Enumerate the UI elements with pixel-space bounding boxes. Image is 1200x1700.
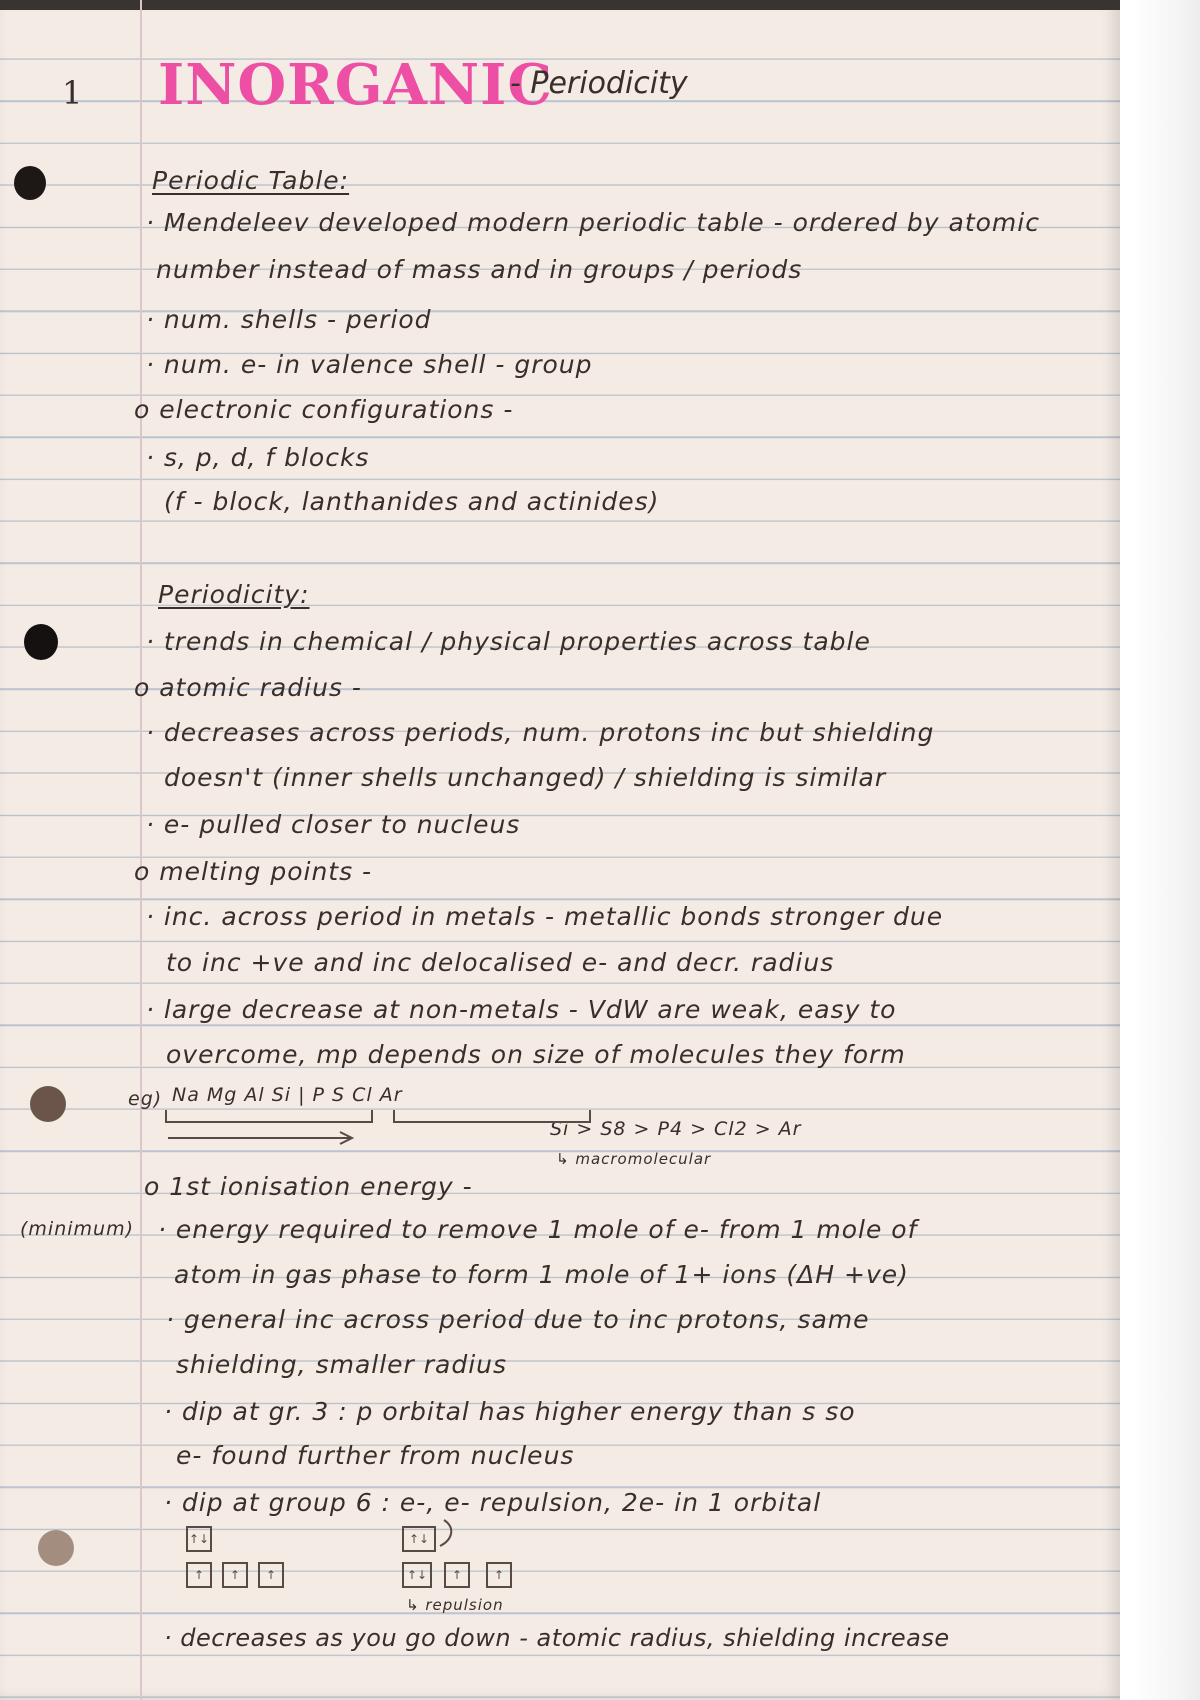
- section-heading-periodic-table: Periodic Table:: [152, 166, 350, 195]
- note-line: · s, p, d, f blocks: [146, 443, 370, 472]
- orbital-box-p-left-3: ↑: [258, 1562, 284, 1588]
- note-line: · energy required to remove 1 mole of e- from 1 mole of: [158, 1215, 918, 1244]
- note-line: · decreases across periods, num. protons inc but shielding: [146, 718, 935, 747]
- side-note: (minimum): [20, 1218, 134, 1240]
- note-line: (f - block, lanthanides and actinides): [164, 487, 660, 516]
- page-title: INORGANIC: [158, 52, 553, 118]
- note-line: to inc +ve and inc delocalised e- and decr. radius: [166, 948, 835, 977]
- page-subtitle: - Periodicity: [510, 66, 688, 101]
- example-prefix: eg): [128, 1088, 163, 1110]
- note-line: · decreases as you go down - atomic radius, shielding increase: [164, 1624, 950, 1652]
- orbital-box-p-right-1: ↑↓: [402, 1562, 432, 1588]
- note-line: · trends in chemical / physical properties across table: [146, 627, 871, 656]
- orbital-box-p-left-2: ↑: [222, 1562, 248, 1588]
- example-note: ↳ macromolecular: [556, 1150, 712, 1168]
- orbital-box-p-right-3: ↑: [486, 1562, 512, 1588]
- subheading-ionisation: o 1st ionisation energy -: [144, 1172, 473, 1201]
- note-line: · dip at gr. 3 : p orbital has higher energy than s so: [164, 1397, 856, 1426]
- orbital-box-s-right: ↑↓: [402, 1526, 436, 1552]
- orbital-box-s-left: ↑↓: [186, 1526, 212, 1552]
- page-number: 1: [62, 74, 83, 112]
- section-heading-periodicity: Periodicity:: [158, 580, 310, 609]
- note-line: o electronic configurations -: [134, 395, 514, 424]
- repulsion-label: ↳ repulsion: [406, 1596, 504, 1614]
- note-line: · inc. across period in metals - metallic bonds stronger due: [146, 902, 944, 931]
- note-line: · e- pulled closer to nucleus: [146, 810, 521, 839]
- example-elements: Na Mg Al Si | P S Cl Ar: [172, 1084, 403, 1106]
- note-line: · general inc across period due to inc protons, same: [166, 1305, 870, 1334]
- note-line: doesn't (inner shells unchanged) / shielding is similar: [164, 763, 887, 792]
- note-line: overcome, mp depends on size of molecules they form: [166, 1040, 906, 1069]
- note-line: e- found further from nucleus: [176, 1441, 575, 1470]
- note-line: · num. e- in valence shell - group: [146, 350, 593, 379]
- example-order: Si > S8 > P4 > Cl2 > Ar: [550, 1118, 802, 1140]
- note-line: · dip at group 6 : e-, e- repulsion, 2e- in 1 orbital: [164, 1488, 822, 1517]
- note-line: atom in gas phase to form 1 mole of 1+ ions (ΔH +ve): [174, 1260, 909, 1289]
- note-line: o melting points -: [134, 857, 373, 886]
- note-line: · Mendeleev developed modern periodic table - ordered by atomic: [146, 208, 1040, 237]
- note-line: shielding, smaller radius: [176, 1350, 508, 1379]
- orbital-box-p-right-2: ↑: [444, 1562, 470, 1588]
- note-line: number instead of mass and in groups / periods: [156, 255, 803, 284]
- note-line: · num. shells - period: [146, 305, 432, 334]
- orbital-box-p-left-1: ↑: [186, 1562, 212, 1588]
- note-line: · large decrease at non-metals - VdW are weak, easy to: [146, 995, 897, 1024]
- note-line: o atomic radius -: [134, 673, 362, 702]
